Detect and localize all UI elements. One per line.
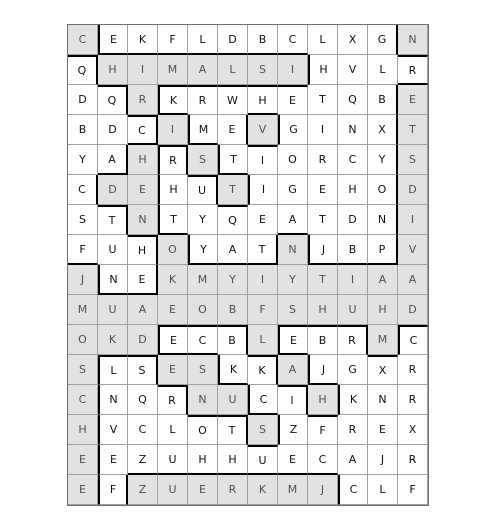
grid-cell[interactable]: B [338, 235, 368, 265]
grid-cell[interactable]: R [308, 145, 338, 175]
grid-cell[interactable]: I [128, 55, 158, 85]
grid-cell[interactable]: S [128, 355, 158, 385]
grid-cell[interactable]: O [188, 415, 218, 445]
grid-cell[interactable]: N [338, 115, 368, 145]
grid-cell[interactable]: D [128, 325, 158, 355]
grid-cell[interactable]: L [368, 475, 398, 505]
grid-cell[interactable]: E [128, 175, 158, 205]
grid-cell[interactable]: D [68, 85, 98, 115]
grid-cell[interactable]: T [248, 235, 278, 265]
grid-cell[interactable]: E [248, 205, 278, 235]
grid-cell[interactable]: B [218, 325, 248, 355]
grid-cell[interactable]: K [98, 325, 128, 355]
grid-cell[interactable]: K [248, 355, 278, 385]
word-search-grid [67, 24, 429, 506]
grid-cell[interactable]: V [398, 235, 428, 265]
grid-cell[interactable]: D [338, 205, 368, 235]
grid-cell[interactable]: X [398, 415, 428, 445]
grid-cell[interactable]: E [68, 445, 98, 475]
grid-cell[interactable]: L [188, 25, 218, 55]
grid-cell[interactable]: F [398, 475, 428, 505]
grid-cell[interactable]: L [368, 55, 398, 85]
grid-cell[interactable]: N [128, 205, 158, 235]
grid-cell[interactable]: W [218, 85, 248, 115]
grid-cell[interactable]: E [128, 265, 158, 295]
grid-cell[interactable]: D [398, 175, 428, 205]
grid-cell[interactable]: R [398, 55, 428, 85]
grid-cell[interactable]: J [368, 445, 398, 475]
grid-cell[interactable]: Y [68, 145, 98, 175]
grid-cell[interactable]: J [308, 355, 338, 385]
grid-cell[interactable]: U [98, 235, 128, 265]
grid-cell[interactable]: K [158, 265, 188, 295]
grid-cell[interactable]: T [218, 145, 248, 175]
grid-cell[interactable]: U [218, 385, 248, 415]
grid-cell[interactable]: H [158, 175, 188, 205]
grid-cell[interactable]: G [278, 175, 308, 205]
grid-cell[interactable]: N [368, 205, 398, 235]
grid-cell[interactable]: H [338, 175, 368, 205]
grid-cell[interactable]: S [398, 145, 428, 175]
grid-cell[interactable]: H [128, 235, 158, 265]
grid-cell[interactable]: I [248, 265, 278, 295]
grid-cell[interactable]: N [368, 385, 398, 415]
grid-cell[interactable]: O [158, 235, 188, 265]
grid-cell[interactable]: R [218, 475, 248, 505]
grid-cell[interactable]: B [248, 25, 278, 55]
grid-cell[interactable]: I [308, 115, 338, 145]
grid-cell[interactable]: K [158, 85, 188, 115]
grid-cell[interactable]: T [398, 115, 428, 145]
grid-cell[interactable]: H [308, 295, 338, 325]
grid-cell[interactable]: N [98, 265, 128, 295]
grid-cell[interactable]: H [248, 85, 278, 115]
grid-cell[interactable]: C [308, 445, 338, 475]
grid-cell[interactable]: H [218, 445, 248, 475]
grid-cell[interactable]: S [248, 55, 278, 85]
grid-cell[interactable]: I [338, 265, 368, 295]
grid-cell[interactable]: G [338, 355, 368, 385]
grid-cell[interactable]: B [308, 325, 338, 355]
grid-cell[interactable]: D [98, 115, 128, 145]
grid-cell[interactable]: U [158, 475, 188, 505]
grid-cell[interactable]: C [68, 25, 98, 55]
grid-cell[interactable]: J [68, 265, 98, 295]
grid-cell[interactable]: A [128, 295, 158, 325]
grid-cell[interactable]: F [308, 415, 338, 445]
grid-cell[interactable]: C [278, 25, 308, 55]
grid-cell[interactable]: Q [98, 85, 128, 115]
grid-cell[interactable]: Q [68, 55, 98, 85]
grid-cell[interactable]: P [368, 235, 398, 265]
grid-cell[interactable]: Z [278, 415, 308, 445]
grid-cell[interactable]: R [158, 145, 188, 175]
grid-cell[interactable]: E [188, 475, 218, 505]
grid-cell[interactable]: V [248, 115, 278, 145]
grid-cell[interactable]: T [98, 205, 128, 235]
grid-cell[interactable]: I [248, 145, 278, 175]
grid-cell[interactable]: E [158, 355, 188, 385]
grid-cell[interactable]: D [398, 295, 428, 325]
grid-cell[interactable]: E [68, 475, 98, 505]
grid-cell[interactable]: Y [368, 145, 398, 175]
grid-cell[interactable]: O [68, 325, 98, 355]
grid-cell[interactable]: I [278, 385, 308, 415]
grid-cell[interactable]: A [188, 55, 218, 85]
grid-cell[interactable]: A [98, 145, 128, 175]
grid-cell[interactable]: R [338, 415, 368, 445]
grid-cell[interactable]: K [218, 355, 248, 385]
grid-cell[interactable]: E [278, 325, 308, 355]
grid-cell[interactable]: S [188, 355, 218, 385]
grid-cell[interactable]: D [218, 25, 248, 55]
grid-cell[interactable]: F [98, 475, 128, 505]
grid-cell[interactable]: U [248, 445, 278, 475]
grid-cell[interactable]: T [308, 85, 338, 115]
grid-cell[interactable]: H [308, 385, 338, 415]
grid-cell[interactable]: N [98, 385, 128, 415]
grid-cell[interactable]: N [188, 385, 218, 415]
grid-cell[interactable]: B [218, 295, 248, 325]
grid-cell[interactable]: C [248, 385, 278, 415]
grid-cell[interactable]: Y [218, 265, 248, 295]
grid-cell[interactable]: Z [128, 445, 158, 475]
grid-cell[interactable]: I [278, 55, 308, 85]
grid-cell[interactable]: S [68, 355, 98, 385]
grid-cell[interactable]: X [368, 355, 398, 385]
grid-cell[interactable]: X [368, 115, 398, 145]
grid-cell[interactable]: J [308, 475, 338, 505]
grid-cell[interactable]: F [68, 235, 98, 265]
grid-cell[interactable]: L [248, 325, 278, 355]
grid-cell[interactable]: Q [218, 205, 248, 235]
grid-cell[interactable]: H [308, 55, 338, 85]
grid-cell[interactable]: O [368, 175, 398, 205]
grid-cell[interactable]: K [248, 475, 278, 505]
grid-cell[interactable]: E [158, 295, 188, 325]
grid-cell[interactable]: C [338, 475, 368, 505]
grid-cell[interactable]: E [98, 445, 128, 475]
grid-cell[interactable]: I [398, 205, 428, 235]
grid-cell[interactable]: S [68, 205, 98, 235]
grid-cell[interactable]: R [128, 85, 158, 115]
grid-cell[interactable]: Q [128, 385, 158, 415]
grid-cell[interactable]: U [158, 445, 188, 475]
grid-cell[interactable]: S [278, 295, 308, 325]
grid-cell[interactable]: L [98, 355, 128, 385]
grid-cell[interactable]: Z [128, 475, 158, 505]
grid-cell[interactable]: U [338, 295, 368, 325]
grid-cell[interactable]: M [158, 55, 188, 85]
grid-cell[interactable]: C [68, 385, 98, 415]
grid-cell[interactable]: M [278, 475, 308, 505]
grid-cell[interactable]: H [98, 55, 128, 85]
grid-cell[interactable]: B [368, 85, 398, 115]
grid-cell[interactable]: Y [278, 265, 308, 295]
grid-cell[interactable]: R [338, 325, 368, 355]
grid-cell[interactable]: R [398, 385, 428, 415]
grid-cell[interactable]: O [188, 295, 218, 325]
grid-cell[interactable]: J [308, 235, 338, 265]
grid-cell[interactable]: H [368, 295, 398, 325]
grid-cell[interactable]: M [188, 115, 218, 145]
grid-cell[interactable]: N [278, 235, 308, 265]
grid-cell[interactable]: I [158, 115, 188, 145]
grid-cell[interactable]: R [188, 85, 218, 115]
grid-cell[interactable]: Q [338, 85, 368, 115]
grid-cell[interactable]: A [278, 205, 308, 235]
grid-cell[interactable]: E [278, 445, 308, 475]
grid-cell[interactable]: C [68, 175, 98, 205]
grid-cell[interactable]: M [188, 265, 218, 295]
grid-cell[interactable]: O [278, 145, 308, 175]
grid-cell[interactable]: T [308, 205, 338, 235]
grid-cell[interactable]: F [248, 295, 278, 325]
grid-cell[interactable]: T [218, 175, 248, 205]
grid-cell[interactable]: S [248, 415, 278, 445]
grid-cell[interactable]: C [188, 325, 218, 355]
grid-cell[interactable]: B [68, 115, 98, 145]
grid-cell[interactable]: R [158, 385, 188, 415]
grid-cell[interactable]: E [368, 415, 398, 445]
grid-cell[interactable]: A [218, 235, 248, 265]
grid-cell[interactable]: T [218, 415, 248, 445]
grid-cell[interactable]: V [98, 415, 128, 445]
grid-cell[interactable]: T [308, 265, 338, 295]
grid-cell[interactable]: E [158, 325, 188, 355]
grid-cell[interactable]: R [398, 445, 428, 475]
grid-cell[interactable]: C [128, 415, 158, 445]
grid-cell[interactable]: R [398, 355, 428, 385]
grid-cell[interactable]: H [128, 145, 158, 175]
grid-cell[interactable]: Y [188, 235, 218, 265]
grid-cell[interactable]: H [68, 415, 98, 445]
grid-cell[interactable]: C [338, 145, 368, 175]
grid-cell[interactable]: L [158, 415, 188, 445]
grid-cell[interactable]: T [158, 205, 188, 235]
grid-cell[interactable]: E [218, 115, 248, 145]
grid-cell[interactable]: E [98, 25, 128, 55]
grid-cell[interactable]: E [308, 175, 338, 205]
grid-cell[interactable]: C [398, 325, 428, 355]
grid-cell[interactable]: G [368, 25, 398, 55]
grid-cell[interactable]: S [188, 145, 218, 175]
grid-cell[interactable]: N [398, 25, 428, 55]
grid-cell[interactable]: E [398, 85, 428, 115]
grid-cell[interactable]: K [338, 385, 368, 415]
grid-cell[interactable]: X [338, 25, 368, 55]
grid-cell[interactable]: I [248, 175, 278, 205]
grid-cell[interactable]: U [98, 295, 128, 325]
grid-cell[interactable]: U [188, 175, 218, 205]
grid-cell[interactable]: M [368, 325, 398, 355]
grid-cell[interactable]: H [188, 445, 218, 475]
grid-cell[interactable]: C [128, 115, 158, 145]
grid-cell[interactable]: E [278, 85, 308, 115]
grid-cell[interactable]: A [278, 355, 308, 385]
grid-cell[interactable]: G [278, 115, 308, 145]
grid-cell[interactable]: A [368, 265, 398, 295]
grid-cell[interactable]: V [338, 55, 368, 85]
grid-cell[interactable]: M [68, 295, 98, 325]
grid-cell[interactable]: A [398, 265, 428, 295]
grid-cell[interactable]: F [158, 25, 188, 55]
grid-cell[interactable]: L [308, 25, 338, 55]
grid-cell[interactable]: D [98, 175, 128, 205]
grid-cell[interactable]: Y [188, 205, 218, 235]
grid-cell[interactable]: A [338, 445, 368, 475]
grid-cell[interactable]: K [128, 25, 158, 55]
grid-cell[interactable]: L [218, 55, 248, 85]
